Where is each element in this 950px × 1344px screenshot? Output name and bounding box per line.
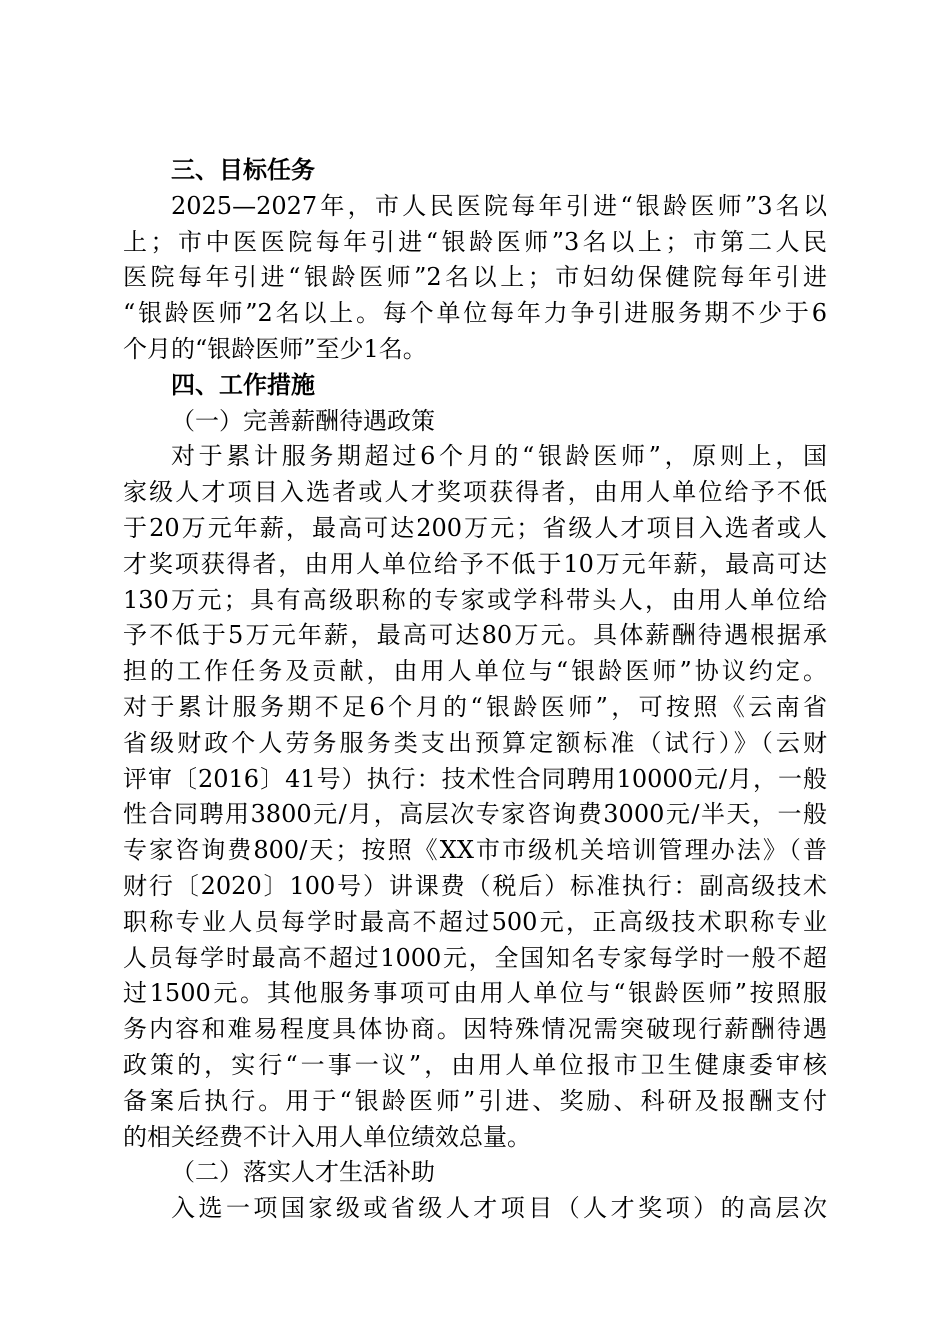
paragraph-line: 才奖项获得者，由用人单位给予不低于10万元年薪，最高可达 — [123, 549, 827, 578]
paragraph-line: “银龄医师”2名以上。每个单位每年力争引进服务期不少于6 — [123, 299, 827, 328]
section-heading-targets: 三、目标任务 — [171, 156, 315, 184]
paragraph-line: 于20万元年薪，最高可达200万元；省级人才项目入选者或人 — [123, 513, 827, 542]
living-allowance-paragraph — [123, 1191, 827, 1227]
paragraph-line: 财行〔2020〕100号）讲课费（税后）标准执行：副高级技术 — [123, 871, 827, 900]
paragraph-line: 务内容和难易程度具体协商。因特殊情况需突破现行薪酬待遇 — [123, 1015, 827, 1044]
paragraph-line: 专家咨询费800/天；按照《XX市市级机关培训管理办法》（普 — [123, 836, 827, 865]
document-page — [123, 153, 827, 1227]
targets-paragraph — [123, 189, 827, 368]
paragraph-line: 个月的“银龄医师”至少1名。 — [123, 334, 427, 363]
paragraph-line: 人员每学时最高不超过1000元，全国知名专家每学时一般不超 — [123, 943, 827, 972]
paragraph-line: 入选一项国家级或省级人才项目（人才奖项）的高层次 — [171, 1194, 827, 1223]
paragraph-line: 省级财政个人劳务服务类支出预算定额标准（试行）》（云财 — [123, 728, 827, 757]
subsection-heading-salary: （一）完善薪酬待遇政策 — [171, 406, 435, 435]
paragraph-line: 性合同聘用3800元/月，高层次专家咨询费3000元/半天，一般 — [123, 800, 827, 829]
paragraph-line: 医院每年引进“银龄医师”2名以上；市妇幼保健院每年引进 — [123, 263, 827, 292]
paragraph-line: 评审〔2016〕41号）执行：技术性合同聘用10000元/月，一般 — [123, 764, 827, 793]
subsection-heading-living-allowance: （二）落实人才生活补助 — [171, 1158, 435, 1187]
paragraph-line: 过1500元。其他服务事项可由用人单位与“银龄医师”按照服 — [123, 979, 827, 1008]
salary-paragraph — [123, 439, 827, 1155]
paragraph-line: 上；市中医医院每年引进“银龄医师”3名以上；市第二人民 — [123, 227, 827, 256]
paragraph-line: 130万元；具有高级职称的专家或学科带头人，由用人单位给 — [123, 585, 827, 614]
section-heading-measures: 四、工作措施 — [171, 370, 315, 399]
paragraph-line: 的相关经费不计入用人单位绩效总量。 — [123, 1122, 531, 1151]
paragraph-line: 2025—2027年，市人民医院每年引进“银龄医师”3名以 — [171, 191, 827, 220]
paragraph-line: 家级人才项目入选者或人才奖项获得者，由用人单位给予不低 — [123, 478, 827, 507]
paragraph-line: 政策的，实行“一事一议”，由用人单位报市卫生健康委审核 — [123, 1050, 827, 1079]
paragraph-line: 担的工作任务及贡献，由用人单位与“银龄医师”协议约定。 — [123, 657, 827, 686]
paragraph-line: 对于累计服务期超过6个月的“银龄医师”，原则上，国 — [171, 442, 827, 471]
paragraph-line: 备案后执行。用于“银龄医师”引进、奖励、科研及报酬支付 — [123, 1086, 827, 1115]
paragraph-line: 职称专业人员每学时最高不超过500元，正高级技术职称专业 — [123, 907, 827, 936]
paragraph-line: 予不低于5万元年薪，最高可达80万元。具体薪酬待遇根据承 — [123, 621, 827, 650]
paragraph-line: 对于累计服务期不足6个月的“银龄医师”，可按照《云南省 — [123, 692, 827, 721]
